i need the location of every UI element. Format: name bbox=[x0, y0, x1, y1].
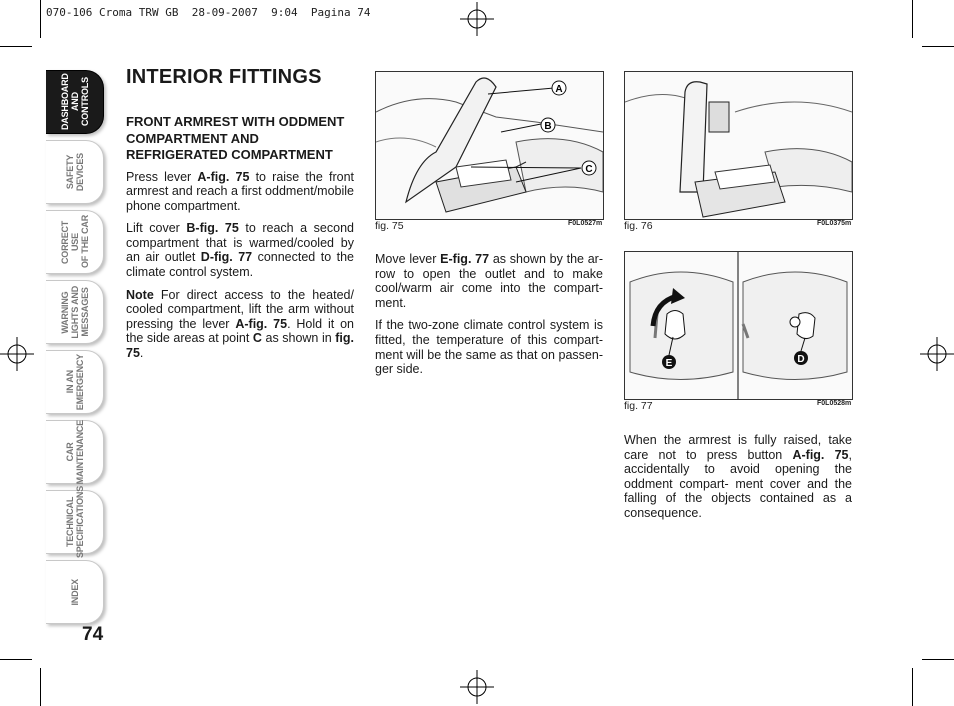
callout-e: E bbox=[665, 358, 673, 369]
paragraph: Move lever E-fig. 77 as shown by the ar- row to open the outlet and to make cool/warm air come into the compart- ment. bbox=[375, 252, 604, 310]
air-outlet-illustration bbox=[625, 252, 852, 399]
figure-caption: fig. 76 bbox=[624, 220, 653, 232]
figure-caption: fig. 75 bbox=[375, 220, 404, 232]
tab-label: TECHNICAL SPECIFICATIONS bbox=[64, 485, 85, 559]
compartment-illustration bbox=[625, 72, 852, 219]
note-paragraph: Note For direct access to the heated/ cooled compartment, lift the arm without pressing the lever A-fig. 75. Hold it on the side areas at point C as shown in fig. 75. bbox=[126, 287, 355, 361]
figure-75-armrest-raised bbox=[375, 71, 604, 220]
tab-label: IN AN EMERGENCY bbox=[64, 353, 85, 411]
registration-mark-bottom bbox=[460, 670, 494, 704]
text-column-3 bbox=[624, 433, 852, 529]
paragraph: Lift cover B-fig. 75 to reach a second compartment that is warmed/cooled by an air outlet D-fig. 77 connected to the climate control system. bbox=[126, 221, 355, 280]
tab-label: SAFETY DEVICES bbox=[64, 152, 85, 192]
tab-technical-specifications[interactable] bbox=[46, 485, 104, 559]
figure-76-armrest-compartment bbox=[624, 71, 853, 220]
page-title: INTERIOR FITTINGS bbox=[126, 66, 322, 88]
callout-b: B bbox=[544, 121, 552, 132]
figure-code: F0L0527m bbox=[568, 220, 603, 227]
paragraph: Press lever A-fig. 75 to raise the front armrest and reach a first oddment/mobile phone compartment. bbox=[126, 169, 354, 213]
tab-label: WARNING LIGHTS AND MESSAGES bbox=[59, 285, 90, 339]
callout-a: A bbox=[555, 84, 563, 95]
figure-caption: fig. 77 bbox=[624, 400, 653, 412]
tab-label: INDEX bbox=[69, 578, 80, 606]
section-tabs bbox=[46, 70, 104, 630]
tab-label: CAR MAINTENANCE bbox=[64, 419, 85, 485]
tab-safety-devices[interactable] bbox=[46, 140, 104, 204]
registration-mark-right bbox=[920, 337, 954, 371]
tab-car-maintenance[interactable] bbox=[46, 420, 104, 484]
tab-in-an-emergency[interactable] bbox=[46, 350, 104, 414]
tab-warning-lights[interactable] bbox=[46, 280, 104, 344]
registration-mark-top bbox=[460, 2, 494, 36]
tab-label: CORRECT USE OF THE CAR bbox=[59, 215, 90, 269]
callout-d: D bbox=[797, 354, 805, 365]
figure-77-air-outlet bbox=[624, 251, 853, 400]
section-heading: FRONT ARMREST WITH ODDMENT COMPARTMENT AND REFRIGERATED COMPARTMENT bbox=[126, 114, 345, 162]
page-number: 74 bbox=[82, 624, 104, 645]
figure-code: F0L0375m bbox=[817, 220, 852, 227]
text-column-1 bbox=[126, 114, 354, 369]
paragraph: If the two-zone climate control system is fitted, the temperature of this compart- ment will be the same as that on passen- ger side. bbox=[375, 318, 603, 377]
registration-mark-left bbox=[0, 337, 34, 371]
tab-index[interactable] bbox=[46, 560, 104, 624]
callout-c: C bbox=[585, 164, 593, 175]
tab-correct-use[interactable] bbox=[46, 210, 104, 274]
armrest-illustration bbox=[376, 72, 603, 219]
text-column-2 bbox=[375, 252, 603, 385]
tab-label: DASHBOARD AND CONTROLS bbox=[59, 73, 90, 131]
print-header: 070-106 Croma TRW GB 28-09-2007 9:04 Pagina 74 bbox=[46, 6, 371, 19]
tab-dashboard-and-controls[interactable] bbox=[46, 70, 104, 134]
paragraph: When the armrest is fully raised, take care not to press button A-fig. 75, accidentally to avoid opening the oddment compart- ment cover and the falling of the objects contained as a consequence. bbox=[624, 433, 852, 520]
figure-code: F0L0528m bbox=[817, 400, 852, 407]
